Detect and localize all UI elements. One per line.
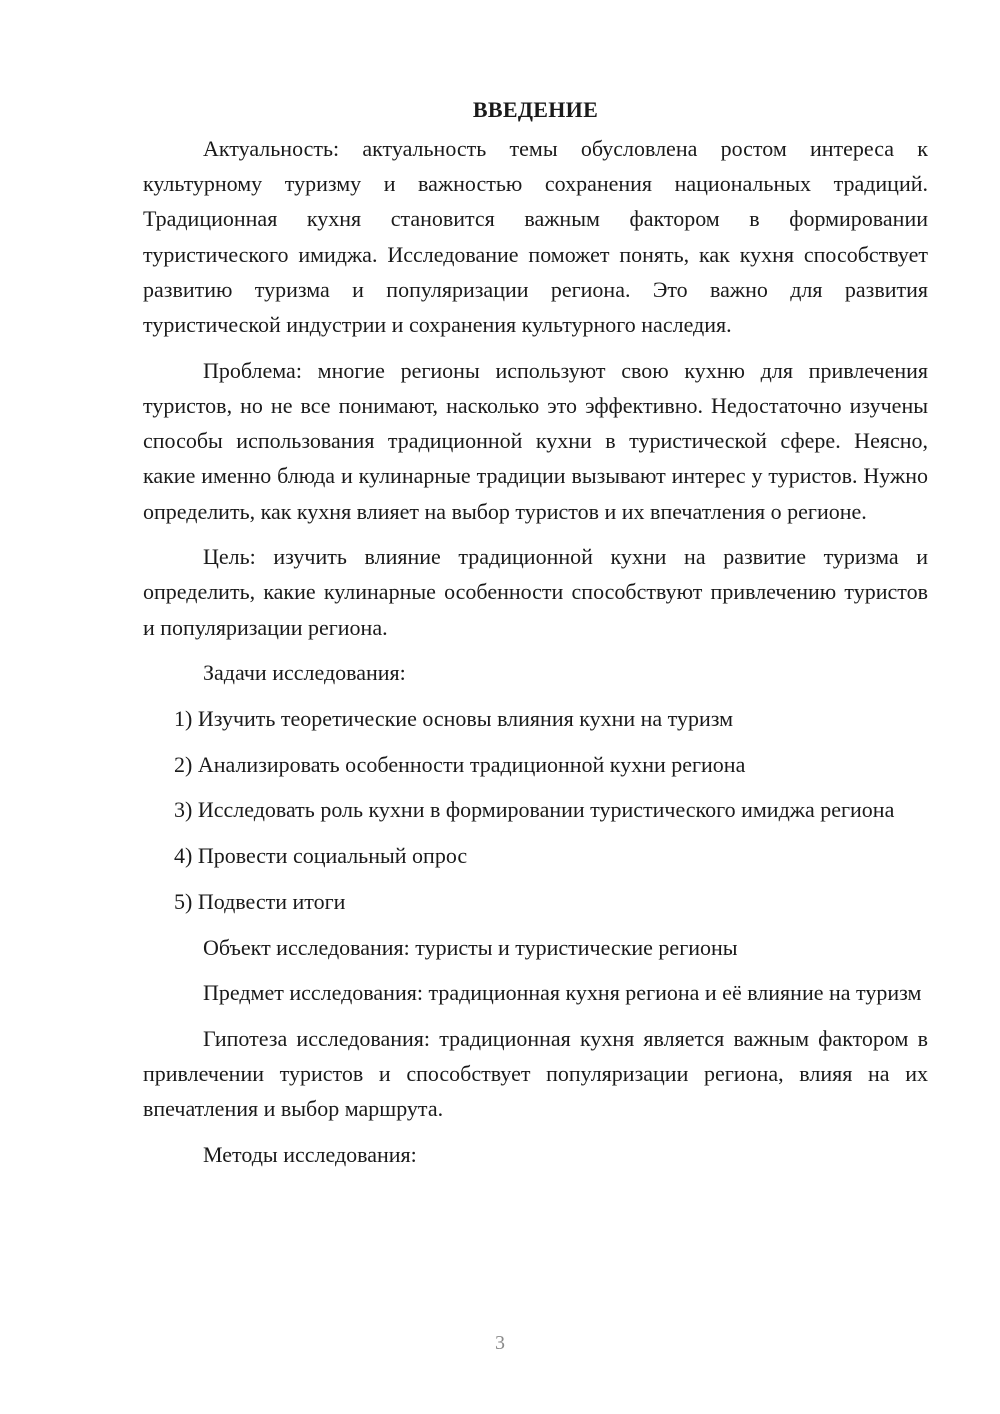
paragraph-goal: Цель: изучить влияние традиционной кухни на развитие туризма и определить, какие кулинарные особенности способствуют привлечению туристов и популяризации региона. xyxy=(143,544,928,640)
task-list-item: 4) Провести социальный опрос xyxy=(174,843,468,869)
task-list-item: 3) Исследовать роль кухни в формировании туристического имиджа региона xyxy=(174,797,895,823)
task-list-item: 5) Подвести итоги xyxy=(174,888,346,914)
paragraph-subject: Предмет исследования: традиционная кухня региона и её влияние на туризм xyxy=(203,980,922,1006)
paragraph-problem: Проблема: многие регионы используют свою кухню для привлечения туристов, но не все понимают, насколько это эффективно. Недостаточно изучены способы использования традиционной кухни в туристической сфере. Неясно, какие именно блюда и кулинарные традиции вызывают интерес у туристов. Нужно определить, как кухня влияет на выбор туристов и их впечатления о регионе. xyxy=(143,357,928,524)
task-list-item: 2) Анализировать особенности традиционной кухни региона xyxy=(174,751,746,777)
paragraph-hypothesis: Гипотеза исследования: традиционная кухня является важным фактором в привлечении туристов и способствует популяризации региона, влияя на их впечатления и выбор маршрута. xyxy=(143,1025,928,1122)
page-number: 3 xyxy=(495,1332,505,1354)
paragraph-object: Объект исследования: туристы и туристические регионы xyxy=(203,934,738,960)
paragraph-relevance: Актуальность: актуальность темы обусловлена ростом интереса к культурному туризму и важностью сохранения национальных традиций. Традиционная кухня становится важным фактором в формировании туристического имиджа. Исследование поможет понять, как кухня способствует развитию туризма и популяризации региона. Это важно для развития туристической индустрии и сохранения культурного наследия. xyxy=(143,136,928,338)
paragraph-tasks-heading: Задачи исследования: xyxy=(203,660,406,686)
paragraph-methods-heading: Методы исследования: xyxy=(203,1142,417,1168)
document-page xyxy=(143,92,928,1183)
task-list-item: 1) Изучить теоретические основы влияния кухни на туризм xyxy=(174,706,734,732)
document-title: ВВЕДЕНИЕ xyxy=(472,97,599,122)
